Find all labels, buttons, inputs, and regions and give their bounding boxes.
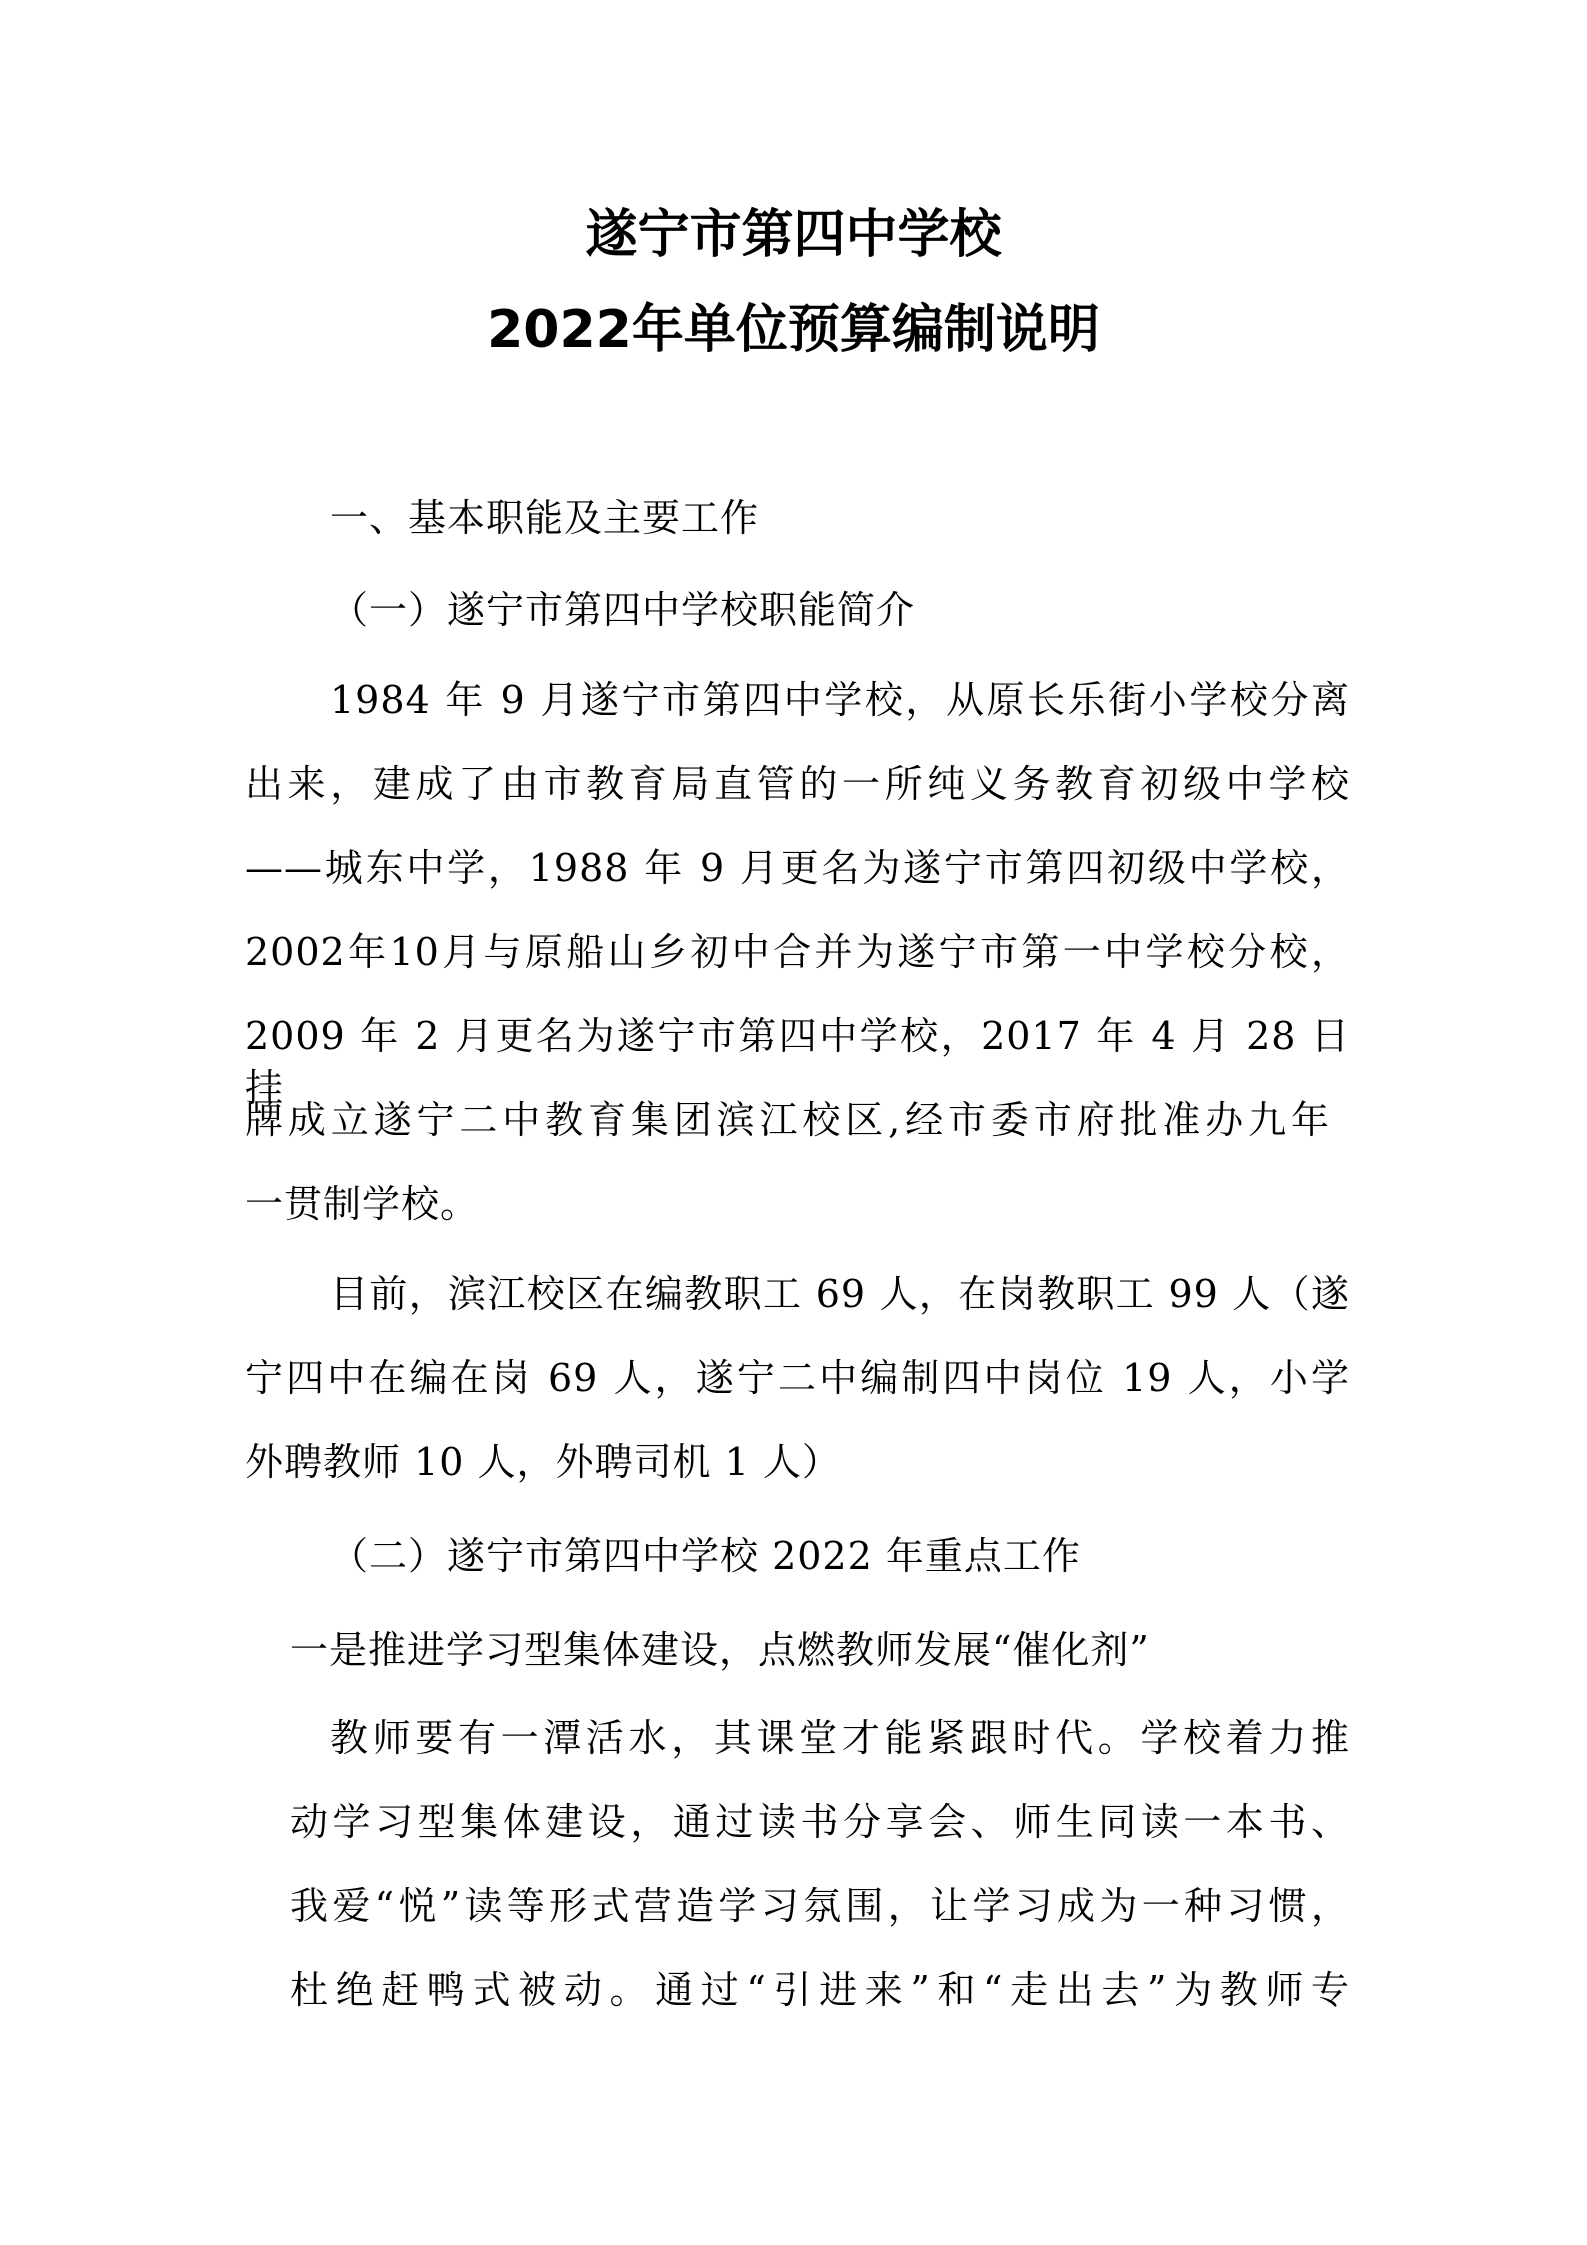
paragraph-line: 教师要有一潭活水，其课堂才能紧跟时代。学校着力推: [330, 1716, 1350, 1760]
subsection-heading: （二）遂宁市第四中学校 2022 年重点工作: [330, 1534, 1081, 1578]
paragraph-line: 宁四中在编在岗 69 人，遂宁二中编制四中岗位 19 人，小学: [245, 1356, 1350, 1400]
paragraph-line: 2009 年 2 月更名为遂宁市第四中学校，2017 年 4 月 28 日挂: [245, 1014, 1350, 1110]
paragraph-line: 牌成立遂宁二中教育集团滨江校区,经市委市府批准办九年: [245, 1098, 1330, 1142]
paragraph-line: ——城东中学，1988 年 9 月更名为遂宁市第四初级中学校，: [245, 846, 1350, 890]
paragraph-line: 1984 年 9 月遂宁市第四中学校，从原长乐街小学校分离: [330, 678, 1350, 722]
section-heading: 一、基本职能及主要工作: [330, 496, 760, 540]
document-title: 遂宁市第四中学校: [585, 205, 1002, 265]
paragraph-line: 外聘教师 10 人，外聘司机 1 人）: [245, 1440, 841, 1484]
paragraph-line: 动学习型集体建设，通过读书分享会、师生同读一本书、: [290, 1800, 1350, 1844]
paragraph-line: 我爱“悦”读等形式营造学习氛围，让学习成为一种习惯，: [290, 1884, 1350, 1928]
paragraph-line: 目前，滨江校区在编教职工 69 人，在岗教职工 99 人（遂: [330, 1272, 1350, 1316]
paragraph-line: 出来，建成了由市教育局直管的一所纯义务教育初级中学校: [245, 762, 1350, 806]
paragraph-line: 杜绝赶鸭式被动。通过“引进来”和“走出去”为教师专: [290, 1968, 1350, 2012]
subsection-heading: （一）遂宁市第四中学校职能简介: [330, 588, 916, 632]
point-heading: 一是推进学习型集体建设，点燃教师发展“催化剂”: [290, 1628, 1150, 1672]
paragraph-line: 一贯制学校。: [245, 1182, 480, 1226]
document-subtitle: 2022年单位预算编制说明: [487, 300, 1100, 360]
paragraph-line: 2002年10月与原船山乡初中合并为遂宁市第一中学校分校，: [245, 930, 1350, 974]
